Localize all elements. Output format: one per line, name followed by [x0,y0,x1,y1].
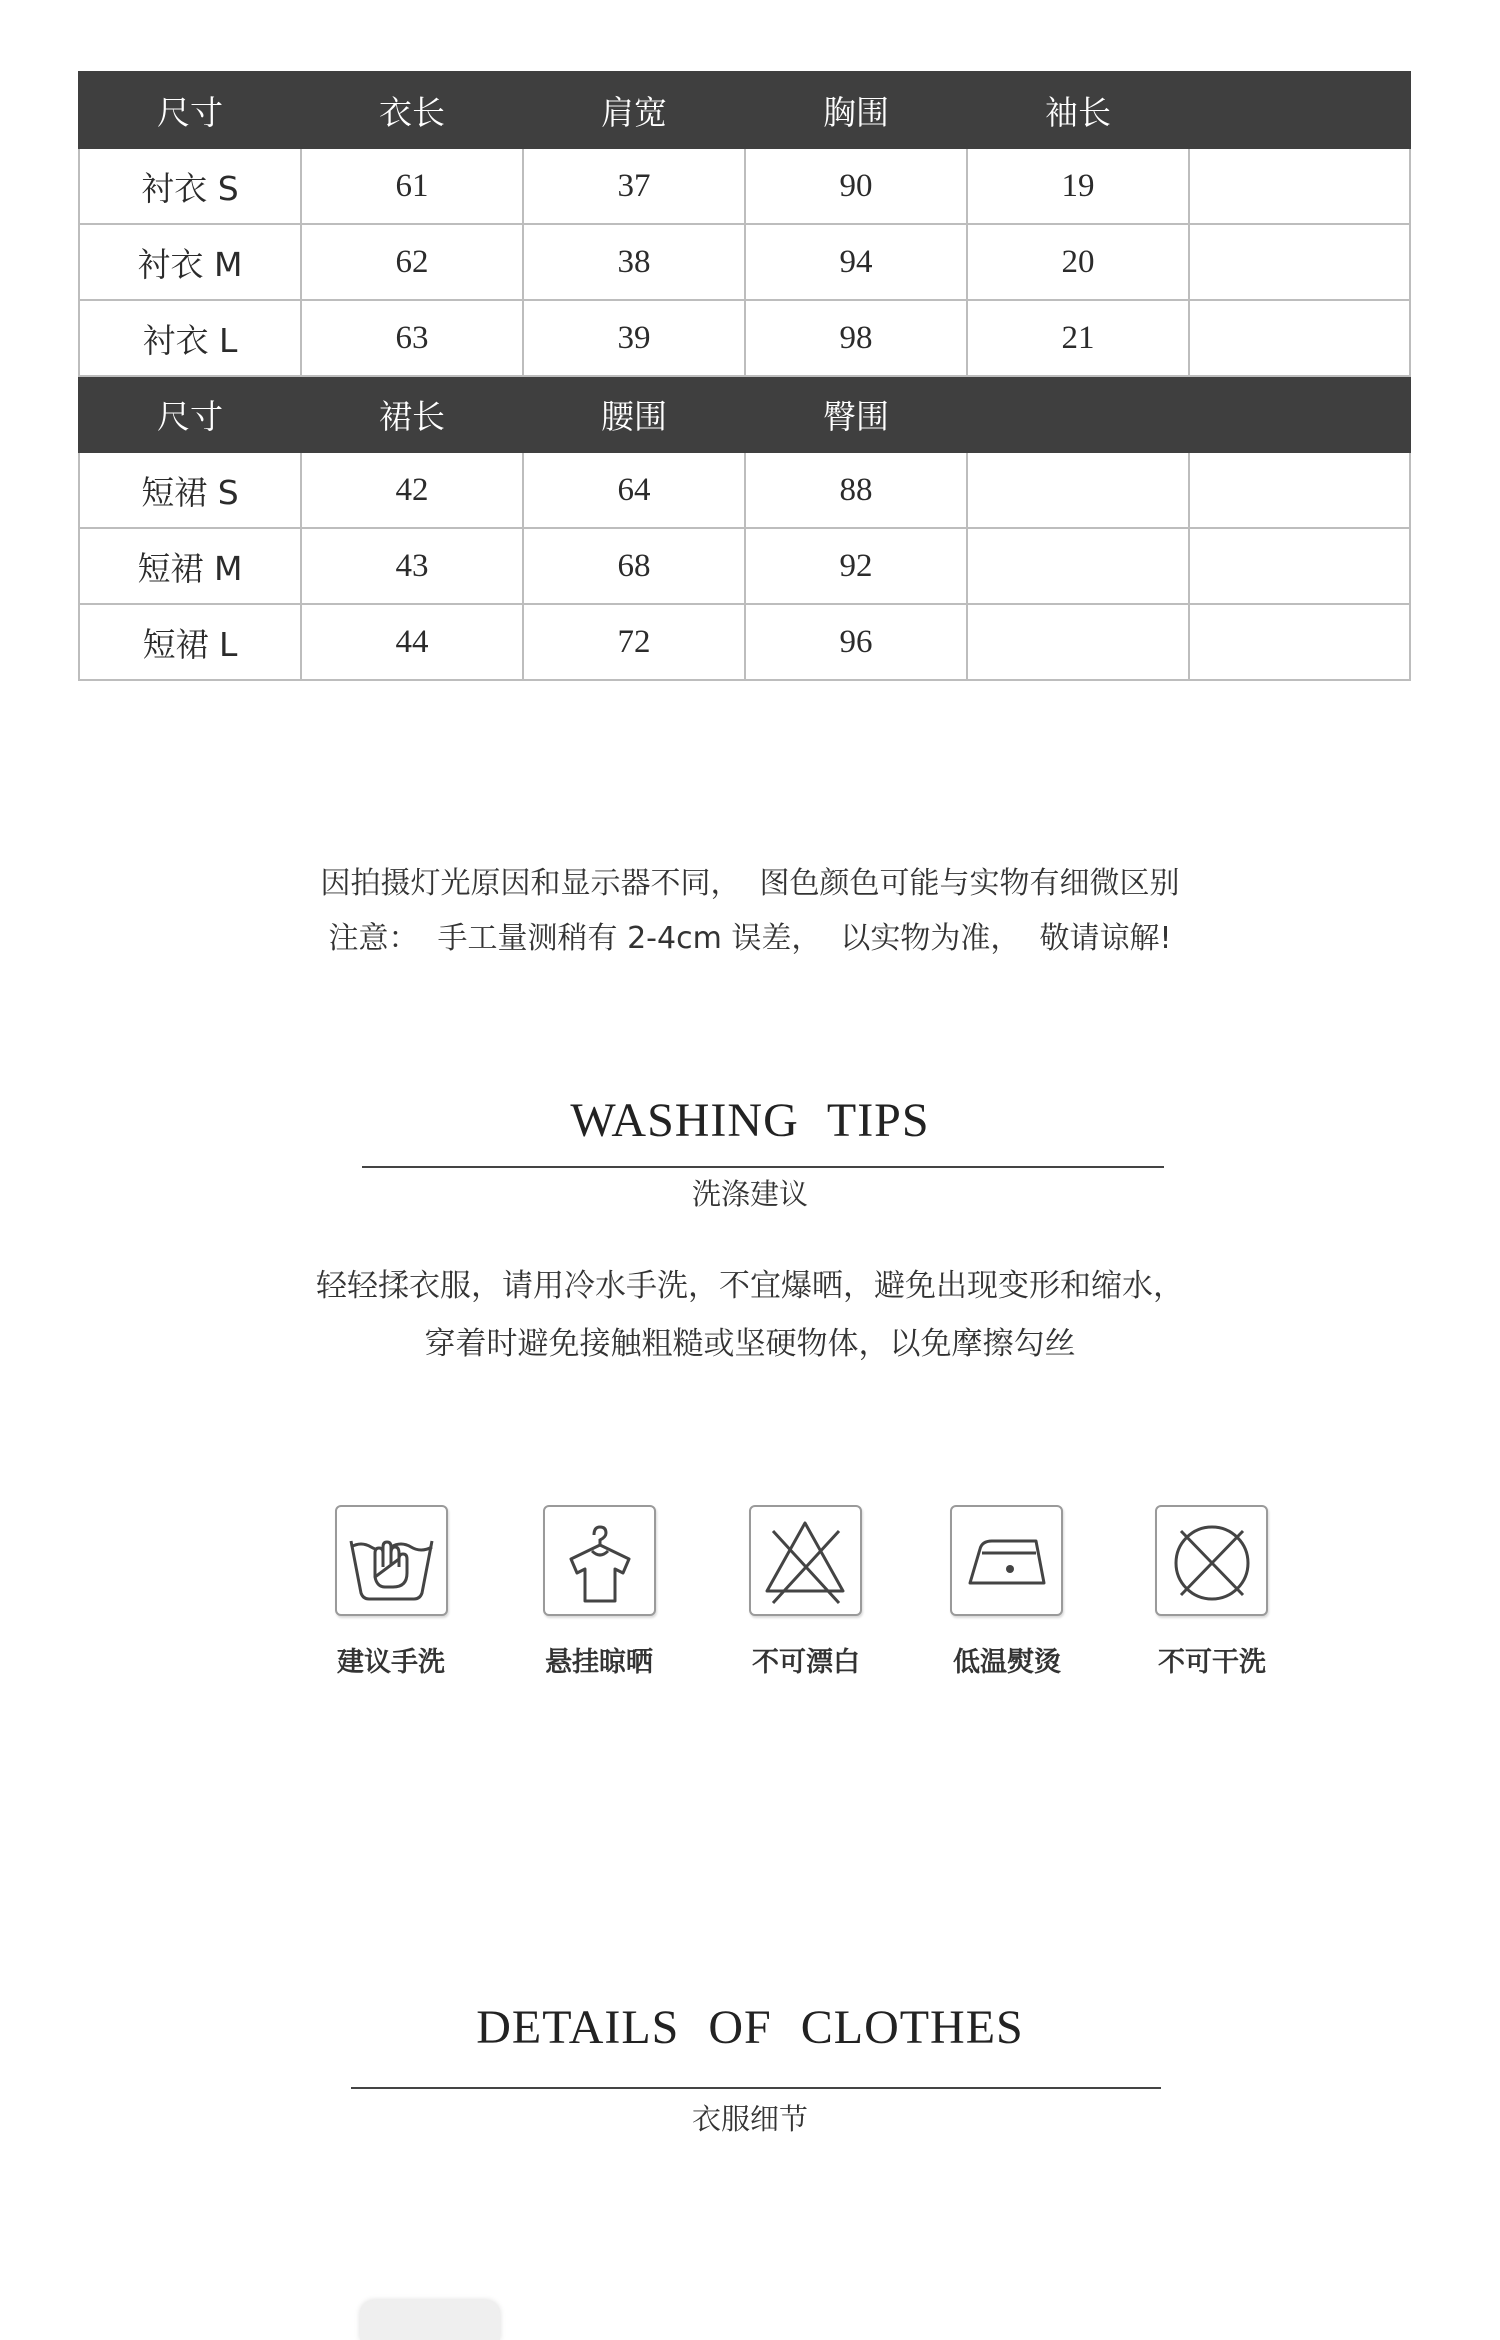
washing-instructions-line-1: 轻轻揉衣服，请用冷水手洗，不宜爆晒，避免出现变形和缩水， [316,1268,1184,1304]
header-cell: 尺寸 [79,72,301,148]
washing-tips-subtitle: 洗涤建议 [691,1177,808,1211]
details-divider [351,2087,1161,2089]
measurement-cell [1189,300,1410,376]
measurement-cell: 62 [301,224,523,300]
size-table-row [79,528,1410,604]
measurement-cell [1189,148,1410,224]
clothes-photo-fragment [360,2300,500,2340]
header-cell: 肩宽 [523,72,745,148]
measurement-cell: 64 [523,452,745,528]
size-table-row [79,452,1410,528]
measurement-cell: 39 [523,300,745,376]
measurement-cell: 37 [523,148,745,224]
size-label-cell: 衬衣 S [79,148,301,224]
size-table-header-row [79,72,1410,148]
hang-dry-icon [543,1505,656,1616]
measurement-cell [967,528,1189,604]
size-table-row [79,300,1410,376]
disclaimer-line-1: 因拍摄灯光原因和显示器不同， 图色颜色可能与实物有细微区别 [320,866,1180,901]
measurement-cell: 63 [301,300,523,376]
measurement-cell: 61 [301,148,523,224]
header-cell: 胸围 [745,72,967,148]
measurement-cell: 94 [745,224,967,300]
size-label-cell: 衬衣 L [79,300,301,376]
header-cell: 裙长 [301,376,523,452]
header-cell: 衣长 [301,72,523,148]
low-iron-icon [950,1505,1063,1616]
details-title: DETAILS OF CLOTHES [476,2001,1024,2054]
measurement-cell: 98 [745,300,967,376]
no-dry-clean-label: 不可干洗 [1158,1647,1266,1678]
measurement-cell: 44 [301,604,523,680]
size-table-body [79,72,1410,680]
measurement-cell: 88 [745,452,967,528]
header-cell: 臀围 [745,376,967,452]
size-table-header-row [79,376,1410,452]
washing-tips-title: WASHING TIPS [570,1094,930,1147]
measurement-cell [967,604,1189,680]
measurement-cell: 90 [745,148,967,224]
washing-tips-divider [362,1166,1164,1168]
measurement-cell [1189,452,1410,528]
header-cell [1189,72,1410,148]
size-label-cell: 短裙 S [79,452,301,528]
size-label-cell: 短裙 M [79,528,301,604]
details-subtitle: 衣服细节 [691,2102,808,2136]
measurement-cell: 21 [967,300,1189,376]
hang-dry-label: 悬挂晾晒 [545,1647,653,1678]
measurement-cell [967,452,1189,528]
size-label-cell: 衬衣 M [79,224,301,300]
measurement-cell: 96 [745,604,967,680]
low-iron-label: 低温熨烫 [953,1647,1061,1678]
disclaimer-line-2: 注意： 手工量测稍有 2-4cm 误差， 以实物为准， 敬请谅解! [328,921,1172,956]
hand-wash-label: 建议手洗 [337,1647,445,1678]
no-dry-clean-icon [1155,1505,1268,1616]
measurement-cell: 38 [523,224,745,300]
header-cell [967,376,1189,452]
hand-wash-icon [335,1505,448,1616]
header-cell [1189,376,1410,452]
measurement-cell: 43 [301,528,523,604]
measurement-cell: 42 [301,452,523,528]
header-cell: 腰围 [523,376,745,452]
no-bleach-icon [749,1505,862,1616]
size-table [78,71,1411,681]
size-table-row [79,148,1410,224]
measurement-cell: 68 [523,528,745,604]
measurement-cell: 20 [967,224,1189,300]
measurement-cell [1189,224,1410,300]
measurement-cell: 72 [523,604,745,680]
measurement-cell: 92 [745,528,967,604]
no-bleach-label: 不可漂白 [752,1647,860,1678]
measurement-cell [1189,528,1410,604]
size-table-row [79,604,1410,680]
size-table-row [79,224,1410,300]
header-cell: 尺寸 [79,376,301,452]
washing-instructions-line-2: 穿着时避免接触粗糙或坚硬物体，以免摩擦勾丝 [424,1326,1076,1362]
measurement-cell [1189,604,1410,680]
header-cell: 袖长 [967,72,1189,148]
size-label-cell: 短裙 L [79,604,301,680]
measurement-cell: 19 [967,148,1189,224]
